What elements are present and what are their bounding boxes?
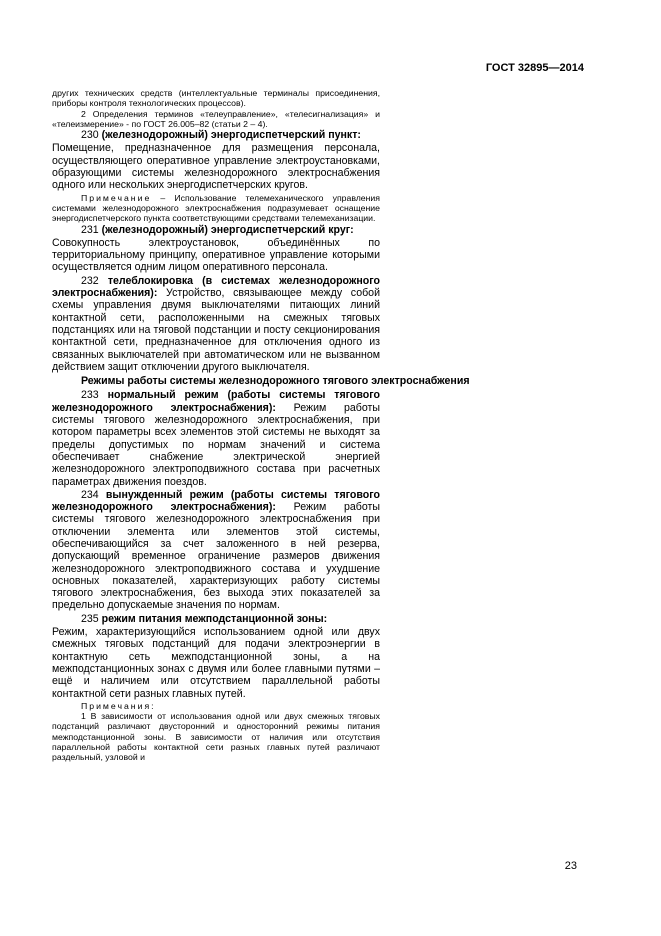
page-number: 23 [564,860,577,872]
term-230-definition: Помещение, предназначенное для размещения персонала, осуществляющего оперативное управление электроустановками, образующими системы железнодорожного электроснабжения одного или нескольких энергодиспетчерских кругов. [52,142,380,192]
term-number: 233 [81,389,99,402]
term-definition: Устройство, связывающее между собой схемы управления двумя выключателями питающих линий контактной сети, расположенными на смежных тяговых подстанциях или на тяговой подстанции и посту секционирования контактной сети, предназначенное для отключения одного из связанных выключателей при автоматическом или не вызванном действием защит отключении другого выключателя. [52,287,380,373]
term-title: (железнодорожный) энергодиспетчерский круг: [101,223,354,236]
term-230-note [52,193,380,224]
note-2: 2 Определения терминов «телеуправление», «телесигнализация» и «телеизмерение» - по ГОСТ 26.005–82 (статьи 2 – 4). [52,108,380,129]
term-233 [52,389,380,487]
notes-label: Примечания: [81,700,156,711]
term-235-definition: Режим, характеризующийся использованием одной или двух смежных тяговых подстанций для подачи электроэнергии в контактную сеть межподстанционной зоны, а на межподстанционных зонах с двумя или более главными путями – ещё и наличием или отсутствием параллельной работы контактной сети разных главных путей. [52,626,380,700]
note-1: 1 В зависимости от использования одной или двух смежных тяговых подстанций различают двусторонний и односторонний режимы питания межподстанционной зоны. В зависимости от наличия или отсутствия параллельной работы контактной сети разных главных путей различают раздельный, узловой и [52,711,380,763]
note-continuation: других технических средств (интеллектуальные терминалы присоединения, приборы контроля технологических процессов). [52,88,380,109]
term-231-definition: Совокупность электроустановок, объединённых по территориальному принципу, оперативное управление которыми осуществляется одним лицом оперативного персонала. [52,236,380,274]
term-title: режим питания межподстанционной зоны: [101,612,328,625]
term-title: вынужденный режим (работы системы тягового железнодорожного электроснабжения): [52,488,380,514]
term-number: 234 [81,488,99,501]
term-title: телеблокировка (в системах железнодорожного электроснабжения): [52,274,380,300]
text-column [52,88,470,763]
term-number: 232 [81,274,99,287]
term-number: 235 [81,612,99,625]
term-title: (железнодорожный) энергодиспетчерский пункт: [101,129,361,142]
note-text: – Использование телемеханического управления системами железнодорожного электроснабжения подразумевает оснащение энергодиспетчерского пункта соответствующими средствами телемеханизации. [52,192,380,224]
term-232 [52,275,380,373]
term-235 [52,613,380,625]
note-label: Примечание [81,192,152,203]
term-number: 231 [81,223,99,236]
term-230 [52,129,380,141]
term-231 [52,224,380,236]
section-heading: Режимы работы системы железнодорожного тягового электроснабжения [81,375,470,388]
term-number: 230 [81,129,99,142]
term-definition: Режим работы системы тягового железнодорожного электроснабжения, при котором параметры всех элементов этой системы не выходят за пределы допустимых по нормам значений и система обеспечивает снабжение электрической энергией железнодорожного электроподвижного состава при расчетных параметрах движения поездов. [52,401,380,488]
standard-number: ГОСТ 32895—2014 [485,62,584,74]
term-title: нормальный режим (работы системы тягового железнодорожного электроснабжения): [52,389,380,414]
term-234 [52,489,380,612]
term-definition: Режим работы системы тягового железнодорожного электроснабжения при отключении элемента или элементов этой системы, обеспечивающийся за счет заложенного в ней резерва, допускающий временное ограничение размеров движения железнодорожного электроподвижного состава и ухудшение основных показателей, характеризующих работу системы тягового электроснабжения, без выхода этих показателей за предельно допускаемые значения по нормам. [52,501,380,612]
